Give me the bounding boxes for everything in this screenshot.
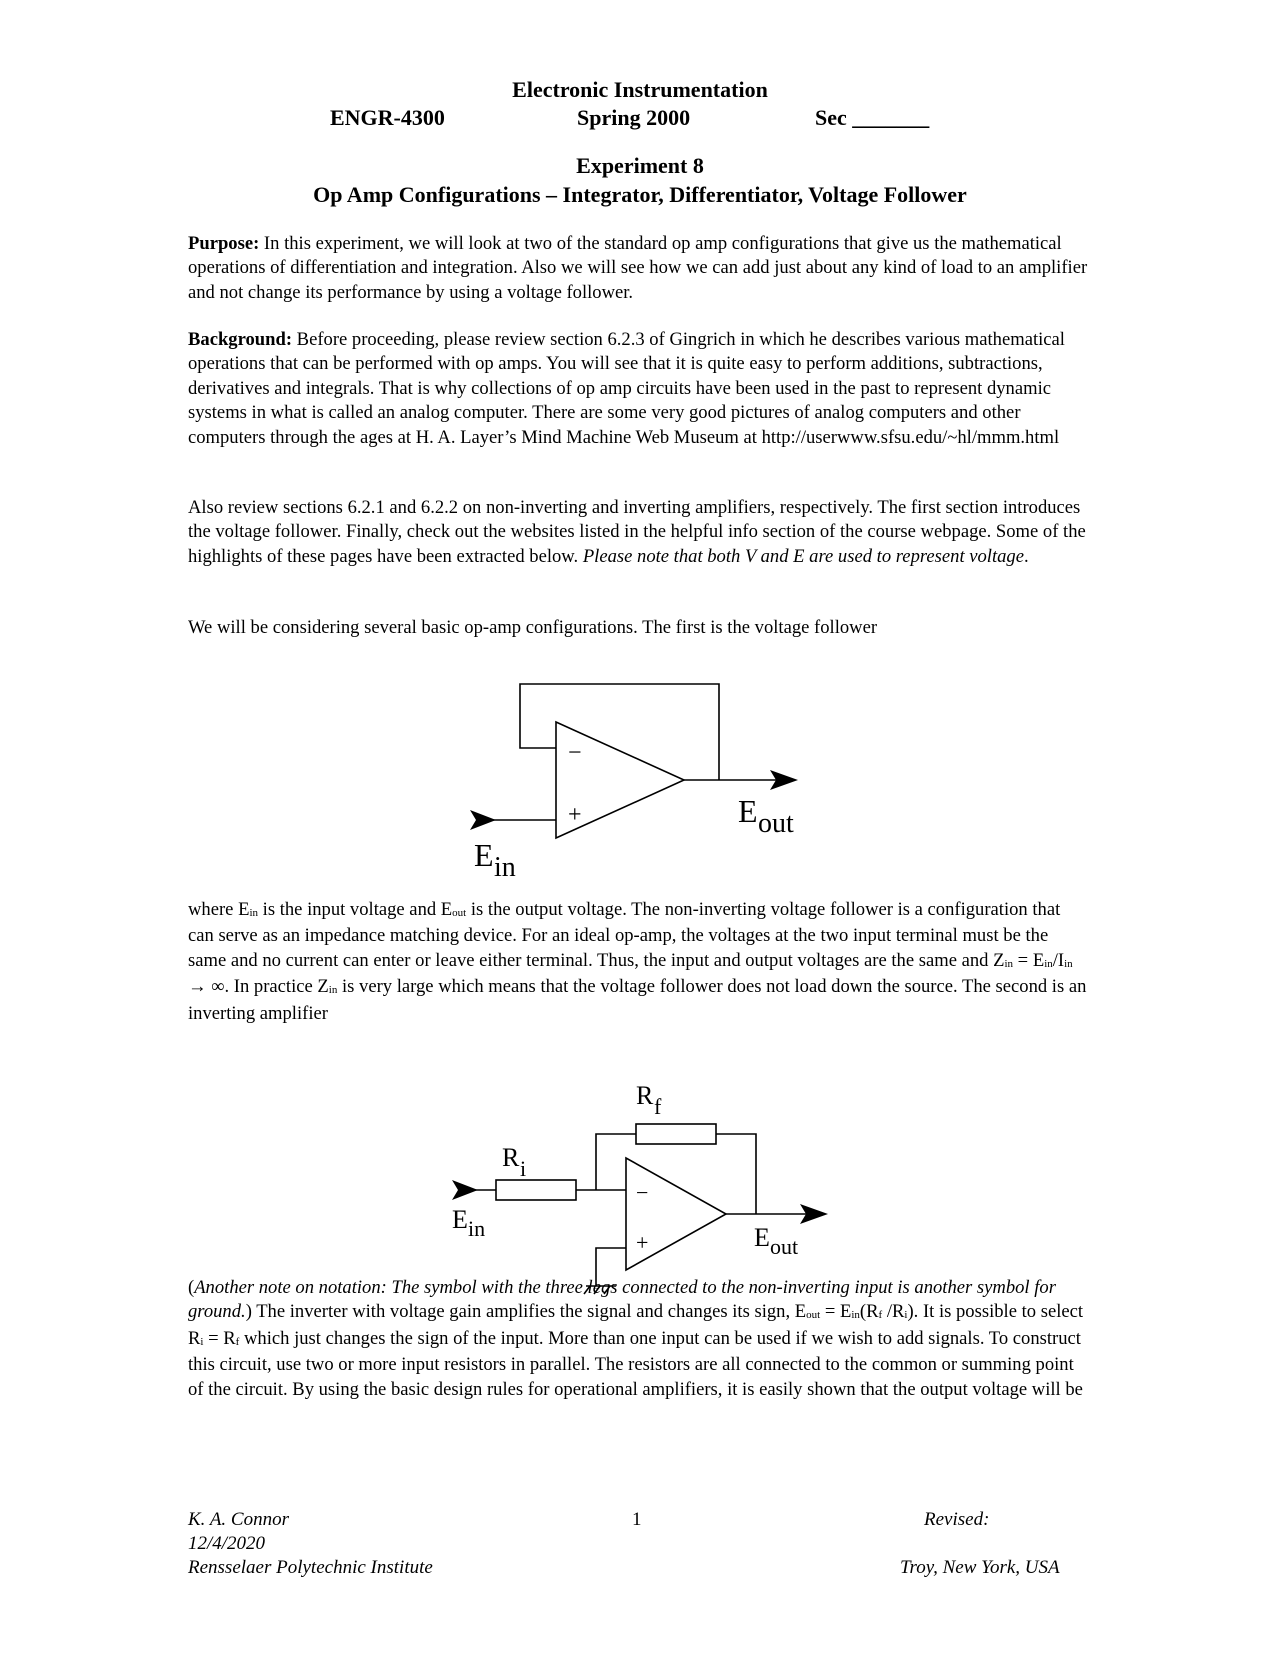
section-field: Sec _______ [815, 105, 930, 130]
footer-date: 12/4/2020 [188, 1533, 266, 1554]
review-paragraph [188, 496, 1088, 569]
plus-sign: + [636, 1230, 649, 1255]
background-text: Before proceeding, please review section 6.2.3 of Gingrich in which he describes various mathematical operations that can be performed with op amps. You will see that it is quite easy to perform additions, subtractions, derivatives and integrals. That is why collections of op amp circuits have been used in the past to represent dynamic systems in what is called an analog computer. There are some very good pictures of analog computers and other computers through the ages at H. A. Layer’s Mind Machine Web Museum at http://userwww.sfsu.edu/~hl/mmm.html [188, 329, 1065, 448]
course-code: ENGR-4300 [330, 105, 445, 130]
t: → ∞. In practice Z [188, 976, 329, 998]
t: f [878, 1309, 883, 1322]
input-arrow-icon [452, 1180, 478, 1200]
t: is very large which means that the voltage follower does not load down the source. The second is an inverting amplifier [188, 976, 1087, 1024]
t: in [851, 1309, 860, 1322]
term: Spring 2000 [577, 105, 691, 130]
review-note: Please note that both V and E are used to represent voltage [582, 545, 1024, 567]
feedback-wire [596, 1134, 636, 1190]
footer-author: K. A. Connor [188, 1509, 290, 1530]
course-title: Electronic Instrumentation [512, 77, 768, 102]
t: = E [1013, 949, 1045, 971]
eout-subscript: out [758, 808, 794, 839]
feedback-wire-out [716, 1134, 756, 1214]
t: = R [203, 1327, 236, 1349]
purpose-paragraph [188, 232, 1088, 305]
footer-page-number: 1 [632, 1509, 642, 1530]
inverter-paragraph [188, 1276, 1088, 1402]
t: in [328, 984, 338, 997]
input-arrow-icon [470, 810, 496, 830]
t: ( [188, 1277, 195, 1298]
voltage-follower-diagram [460, 670, 860, 890]
ein-subscript: in [468, 1216, 486, 1241]
t: (R [859, 1301, 879, 1323]
rf-label: R [636, 1081, 654, 1110]
ein-subscript: in [494, 852, 516, 883]
ri-subscript: i [520, 1156, 527, 1181]
background-paragraph [188, 328, 1088, 450]
ein-label: E [452, 1205, 468, 1234]
t: f [235, 1335, 240, 1348]
background-label: Background: [188, 329, 293, 350]
purpose-text: In this experiment, we will look at two of the standard op amp configurations that give us the mathematical operations of differentiation and integration. Also we will see how we can add just about any kind of load to an amplifier and not change its performance by using a voltage follower. [188, 233, 1088, 303]
eout-subscript: out [770, 1234, 799, 1259]
t: where E [188, 899, 250, 920]
t: in [1064, 957, 1073, 970]
t: /I [1052, 949, 1065, 971]
footer-revised: Revised: [924, 1509, 990, 1530]
minus-sign: − [568, 740, 582, 766]
notation-note: Another note on notation: The symbol with the three legs connected to the non-inverting input is another symbol for ground. [188, 1277, 1056, 1323]
t: i [200, 1335, 204, 1348]
t: which just changes the sign of the input. More than one input can be used if we wish to add signals. To construct this circuit, use two or more input resistors in parallel. The resistors are all connected to the common or summing point of the circuit. By using the basic design rules for operational amplifiers, it is easily shown that the output voltage will be [188, 1327, 1083, 1400]
t: i [904, 1309, 908, 1322]
t: /R [882, 1301, 905, 1323]
minus-sign: − [636, 1180, 649, 1205]
t: ). It is possible to select R [188, 1301, 1084, 1349]
follower-paragraph [188, 898, 1088, 1026]
t: ) The inverter with voltage gain amplifies the signal and changes its sign, E [245, 1301, 807, 1323]
t: out [452, 907, 467, 919]
intro-follower: We will be considering several basic op-amp configurations. The first is the voltage follower [188, 617, 878, 638]
eout-label: E [754, 1223, 770, 1252]
t: out [806, 1309, 821, 1322]
plus-sign: + [568, 802, 582, 828]
rf-subscript: f [654, 1094, 662, 1119]
t: in [1004, 957, 1014, 970]
experiment-number: Experiment 8 [576, 153, 704, 178]
resistor-rf [636, 1124, 716, 1144]
footer-location: Troy, New York, USA [900, 1557, 1060, 1578]
t: is the output voltage. The non-inverting voltage follower is a configuration that can serve as an impedance matching device. For an ideal op-amp, the voltages at the two input terminal must be the same and no current can enter or leave either terminal. Thus, the input and output voltages are the same and Z [188, 899, 1061, 971]
review-text: Also review sections 6.2.1 and 6.2.2 on non-inverting and inverting amplifiers, respectively. The first section introduces the voltage follower. Finally, check out the websites listed in the helpful info section of the course webpage. Some of the highlights of these pages have been extracted below. [188, 497, 1086, 567]
t: in [1044, 957, 1053, 970]
inverting-amplifier-diagram [440, 1068, 860, 1298]
t: = E [820, 1301, 852, 1323]
resistor-ri [496, 1180, 576, 1200]
eout-label: E [738, 793, 758, 829]
ri-label: R [502, 1143, 520, 1172]
ein-label: E [474, 837, 494, 873]
footer-institution: Rensselaer Polytechnic Institute [188, 1557, 433, 1578]
purpose-label: Purpose: [188, 233, 260, 254]
feedback-wire [520, 684, 719, 780]
t: in [249, 907, 258, 919]
review-end: . [1024, 545, 1029, 567]
experiment-subtitle: Op Amp Configurations – Integrator, Differentiator, Voltage Follower [313, 182, 967, 207]
t: is the input voltage and E [258, 899, 453, 920]
